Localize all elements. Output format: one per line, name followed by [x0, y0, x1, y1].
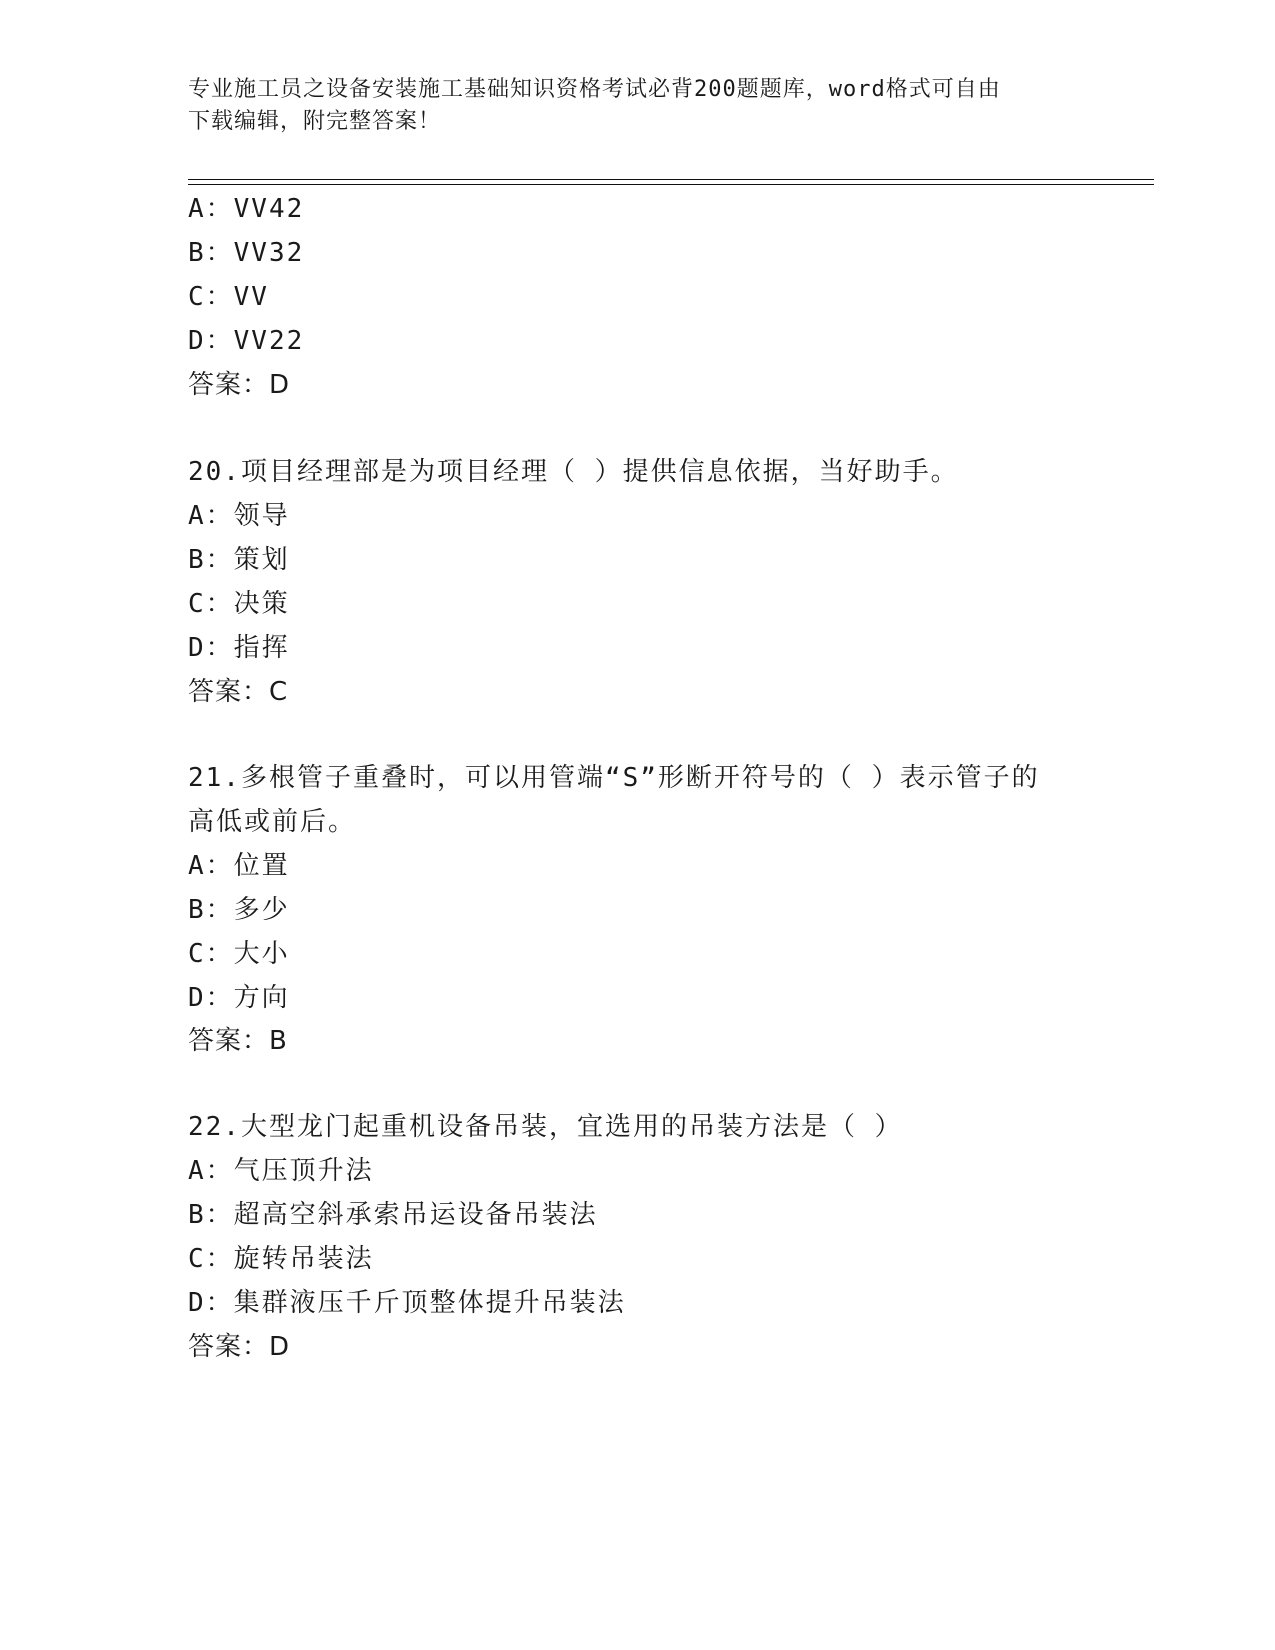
q20-question: 20.项目经理部是为项目经理（ ）提供信息依据，当好助手。: [188, 457, 959, 487]
document-header: [188, 74, 1088, 138]
header-line-1: 专业施工员之设备安装施工基础知识资格考试必背200题题库，word格式可自由: [188, 77, 1001, 102]
q21-answer: 答案：B: [188, 1026, 288, 1056]
q20-answer: 答案：C: [188, 677, 289, 707]
q19-option-b: B：VV32: [188, 238, 305, 268]
q22-question: 22.大型龙门起重机设备吊装，宜选用的吊装方法是（ ）: [188, 1112, 903, 1142]
q21-question-line-2: 高低或前后。: [188, 807, 357, 837]
q22-option-c: C：旋转吊装法: [188, 1244, 374, 1274]
q22-answer: 答案：D: [188, 1332, 291, 1362]
q19-option-c: C：VV: [188, 282, 269, 312]
header-divider-bottom: [188, 184, 1154, 185]
q22-option-b: B：超高空斜承索吊运设备吊装法: [188, 1200, 598, 1230]
q21-option-b: B：多少: [188, 895, 290, 925]
q21-question-line-1: 21.多根管子重叠时，可以用管端“S”形断开符号的（ ）表示管子的: [188, 763, 1040, 793]
q19-option-a: A：VV42: [188, 194, 305, 224]
q22-option-a: A：气压顶升法: [188, 1156, 374, 1186]
q22-option-d: D：集群液压千斤顶整体提升吊装法: [188, 1288, 626, 1318]
q20-option-d: D：指挥: [188, 633, 290, 663]
q21-option-c: C：大小: [188, 939, 290, 969]
q21-option-a: A：位置: [188, 851, 290, 881]
q20-option-b: B：策划: [188, 545, 290, 575]
header-line-2: 下载编辑，附完整答案！: [188, 109, 442, 134]
q21-option-d: D：方向: [188, 983, 290, 1013]
q19-option-d: D：VV22: [188, 326, 305, 356]
q20-option-a: A：领导: [188, 501, 290, 531]
header-divider-top: [188, 179, 1154, 180]
q20-option-c: C：决策: [188, 589, 290, 619]
q19-answer: 答案：D: [188, 370, 291, 400]
